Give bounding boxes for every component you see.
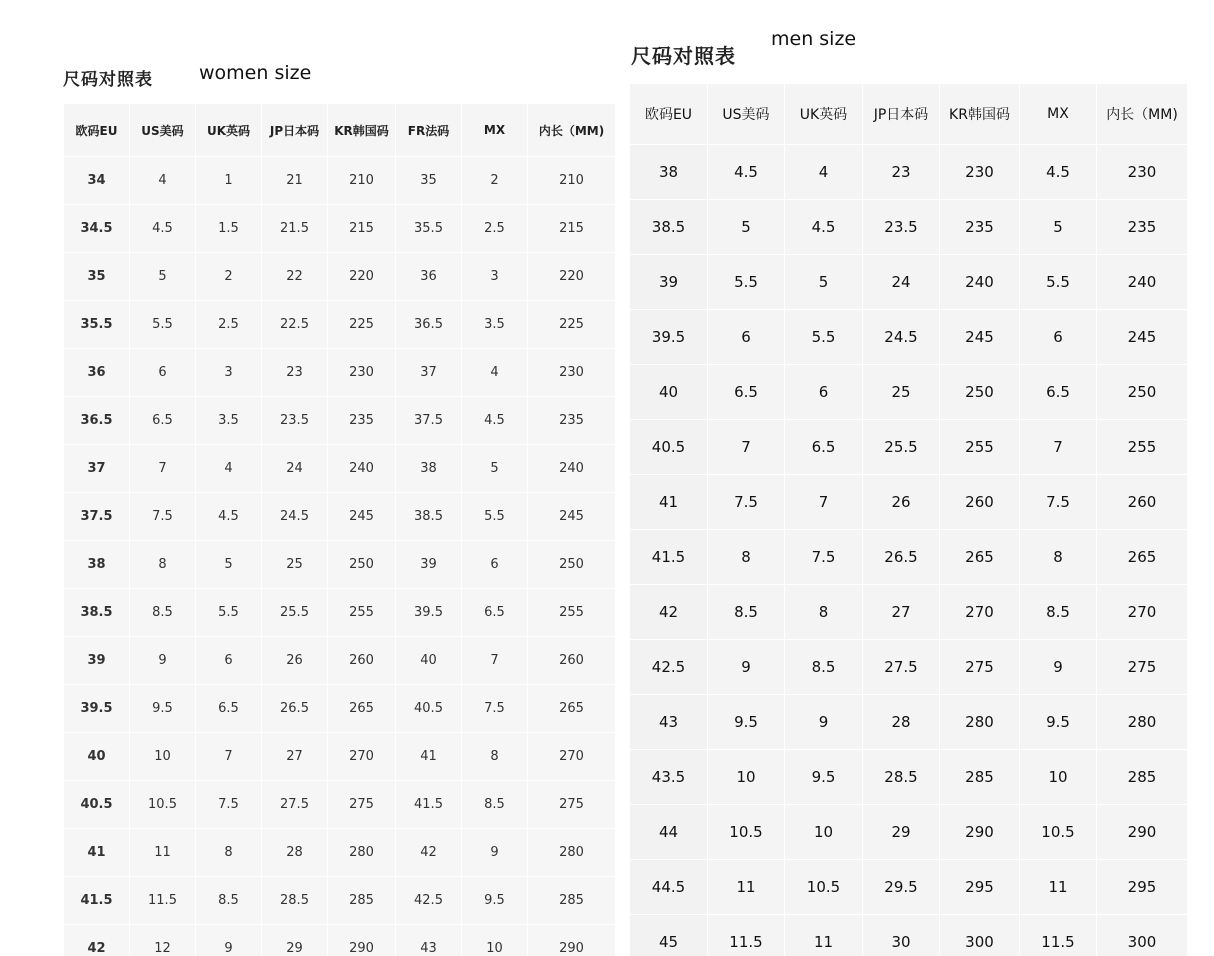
table-cell: 7: [196, 732, 262, 780]
table-cell: 245: [940, 309, 1020, 364]
table-cell: 240: [940, 254, 1020, 309]
column-header: US美码: [708, 84, 785, 144]
table-cell: 4.5: [1020, 144, 1097, 199]
table-row: [64, 828, 616, 876]
table-cell: 255: [528, 588, 616, 636]
table-cell: 10.5: [1020, 804, 1097, 859]
table-row: [64, 540, 616, 588]
table-cell: 9: [708, 639, 785, 694]
table-cell: 38: [630, 144, 708, 199]
table-cell: 26: [262, 636, 328, 684]
table-cell: 42: [630, 584, 708, 639]
table-cell: 7: [462, 636, 528, 684]
table-cell: 9: [785, 694, 863, 749]
table-cell: 245: [1097, 309, 1188, 364]
table-cell: 28: [262, 828, 328, 876]
table-cell: 29: [863, 804, 940, 859]
table-cell: 38.5: [630, 199, 708, 254]
table-cell: 25: [863, 364, 940, 419]
table-cell: 9.5: [462, 876, 528, 924]
table-cell: 7: [785, 474, 863, 529]
table-cell: 5: [1020, 199, 1097, 254]
table-cell: 270: [528, 732, 616, 780]
table-row: [630, 529, 1188, 584]
table-cell: 10: [785, 804, 863, 859]
table-cell: 280: [940, 694, 1020, 749]
table-cell: 285: [940, 749, 1020, 804]
table-cell: 6: [196, 636, 262, 684]
table-cell: 260: [940, 474, 1020, 529]
table-cell: 23: [863, 144, 940, 199]
table-cell: 26.5: [863, 529, 940, 584]
table-row: [64, 444, 616, 492]
table-cell: 7.5: [785, 529, 863, 584]
table-cell: 6.5: [708, 364, 785, 419]
table-cell: 285: [1097, 749, 1188, 804]
table-cell: 7.5: [196, 780, 262, 828]
table-cell: 42.5: [396, 876, 462, 924]
table-cell: 7: [130, 444, 196, 492]
column-header: UK英码: [785, 84, 863, 144]
table-cell: 23.5: [262, 396, 328, 444]
men-chart-title-en: men size: [771, 28, 857, 50]
table-cell: 11: [708, 859, 785, 914]
table-cell: 285: [528, 876, 616, 924]
table-row: [630, 694, 1188, 749]
table-cell: 6.5: [196, 684, 262, 732]
table-cell: 35.5: [64, 300, 130, 348]
table-cell: 265: [328, 684, 396, 732]
table-cell: 270: [1097, 584, 1188, 639]
table-cell: 280: [528, 828, 616, 876]
table-cell: 9.5: [708, 694, 785, 749]
table-cell: 4: [196, 444, 262, 492]
table-cell: 27: [863, 584, 940, 639]
table-cell: 34: [64, 156, 130, 204]
column-header: US美码: [130, 104, 196, 156]
table-cell: 6: [1020, 309, 1097, 364]
table-cell: 215: [528, 204, 616, 252]
table-cell: 290: [328, 924, 396, 956]
column-header: JP日本码: [863, 84, 940, 144]
table-cell: 225: [328, 300, 396, 348]
table-cell: 38: [64, 540, 130, 588]
table-cell: 3: [462, 252, 528, 300]
table-cell: 255: [328, 588, 396, 636]
table-cell: 10: [130, 732, 196, 780]
table-cell: 36.5: [64, 396, 130, 444]
table-cell: 245: [528, 492, 616, 540]
table-cell: 6.5: [785, 419, 863, 474]
table-row: [630, 584, 1188, 639]
table-cell: 44: [630, 804, 708, 859]
table-cell: 40.5: [64, 780, 130, 828]
table-cell: 38.5: [396, 492, 462, 540]
table-cell: 10.5: [708, 804, 785, 859]
table-cell: 42: [396, 828, 462, 876]
table-cell: 37.5: [64, 492, 130, 540]
table-row: [630, 364, 1188, 419]
table-cell: 39.5: [64, 684, 130, 732]
table-cell: 280: [1097, 694, 1188, 749]
table-cell: 27: [262, 732, 328, 780]
table-cell: 26.5: [262, 684, 328, 732]
table-cell: 44.5: [630, 859, 708, 914]
table-cell: 11: [1020, 859, 1097, 914]
table-row: [630, 144, 1188, 199]
table-cell: 29: [262, 924, 328, 956]
table-cell: 10: [1020, 749, 1097, 804]
table-cell: 7.5: [462, 684, 528, 732]
table-cell: 4: [462, 348, 528, 396]
column-header: UK英码: [196, 104, 262, 156]
table-cell: 300: [940, 914, 1020, 956]
table-cell: 265: [1097, 529, 1188, 584]
table-cell: 9: [196, 924, 262, 956]
table-cell: 265: [528, 684, 616, 732]
table-row: [64, 876, 616, 924]
table-row: [630, 749, 1188, 804]
table-cell: 36.5: [396, 300, 462, 348]
table-row: [630, 199, 1188, 254]
table-cell: 5: [130, 252, 196, 300]
table-cell: 6.5: [1020, 364, 1097, 419]
table-cell: 21: [262, 156, 328, 204]
men-chart-title-cn: 尺码对照表: [631, 44, 736, 68]
table-cell: 9.5: [1020, 694, 1097, 749]
table-cell: 275: [940, 639, 1020, 694]
table-cell: 38.5: [64, 588, 130, 636]
column-header: FR法码: [396, 104, 462, 156]
table-cell: 6.5: [462, 588, 528, 636]
table-cell: 35: [64, 252, 130, 300]
table-cell: 40: [396, 636, 462, 684]
table-cell: 4.5: [196, 492, 262, 540]
table-cell: 290: [528, 924, 616, 956]
table-cell: 8.5: [462, 780, 528, 828]
table-cell: 300: [1097, 914, 1188, 956]
table-cell: 2.5: [462, 204, 528, 252]
table-cell: 11.5: [708, 914, 785, 956]
table-row: [64, 732, 616, 780]
table-cell: 28.5: [262, 876, 328, 924]
table-cell: 5.5: [785, 309, 863, 364]
table-cell: 1: [196, 156, 262, 204]
table-cell: 37: [396, 348, 462, 396]
table-cell: 230: [1097, 144, 1188, 199]
table-cell: 24: [863, 254, 940, 309]
table-cell: 245: [328, 492, 396, 540]
table-cell: 235: [328, 396, 396, 444]
table-cell: 230: [328, 348, 396, 396]
table-cell: 6: [462, 540, 528, 588]
table-cell: 4: [130, 156, 196, 204]
table-row: [630, 804, 1188, 859]
table-cell: 9: [462, 828, 528, 876]
table-cell: 3: [196, 348, 262, 396]
column-header: 欧码EU: [64, 104, 130, 156]
table-cell: 37: [64, 444, 130, 492]
table-row: [64, 156, 616, 204]
table-cell: 290: [1097, 804, 1188, 859]
table-row: [64, 780, 616, 828]
column-header: MX: [1020, 84, 1097, 144]
table-cell: 210: [328, 156, 396, 204]
table-cell: 10: [708, 749, 785, 804]
table-row: [630, 639, 1188, 694]
table-row: [64, 348, 616, 396]
table-row: [630, 474, 1188, 529]
table-cell: 8.5: [785, 639, 863, 694]
table-cell: 10.5: [130, 780, 196, 828]
table-cell: 7.5: [130, 492, 196, 540]
table-cell: 39: [396, 540, 462, 588]
women-chart-title-en: women size: [199, 62, 312, 84]
table-cell: 10: [462, 924, 528, 956]
table-cell: 36: [396, 252, 462, 300]
table-cell: 43: [396, 924, 462, 956]
table-cell: 215: [328, 204, 396, 252]
table-cell: 40: [64, 732, 130, 780]
table-cell: 36: [64, 348, 130, 396]
table-cell: 4.5: [130, 204, 196, 252]
table-cell: 25.5: [262, 588, 328, 636]
table-cell: 25: [262, 540, 328, 588]
table-cell: 7.5: [708, 474, 785, 529]
men-size-table: [630, 84, 1188, 956]
table-cell: 40.5: [630, 419, 708, 474]
table-cell: 8.5: [196, 876, 262, 924]
table-header-row: [64, 104, 616, 156]
table-cell: 230: [528, 348, 616, 396]
table-cell: 3.5: [196, 396, 262, 444]
column-header: 内长（MM): [1097, 84, 1188, 144]
table-cell: 240: [328, 444, 396, 492]
table-cell: 250: [328, 540, 396, 588]
table-cell: 23: [262, 348, 328, 396]
table-cell: 5: [785, 254, 863, 309]
table-cell: 8: [130, 540, 196, 588]
table-cell: 5.5: [708, 254, 785, 309]
table-cell: 220: [328, 252, 396, 300]
table-row: [64, 252, 616, 300]
table-row: [64, 636, 616, 684]
table-row: [630, 914, 1188, 956]
table-cell: 235: [1097, 199, 1188, 254]
table-cell: 5.5: [130, 300, 196, 348]
table-cell: 8: [785, 584, 863, 639]
table-cell: 9: [1020, 639, 1097, 694]
table-cell: 41.5: [64, 876, 130, 924]
table-cell: 11: [785, 914, 863, 956]
table-cell: 6: [785, 364, 863, 419]
table-cell: 9: [130, 636, 196, 684]
table-cell: 4.5: [462, 396, 528, 444]
table-cell: 7.5: [1020, 474, 1097, 529]
table-cell: 43.5: [630, 749, 708, 804]
table-cell: 21.5: [262, 204, 328, 252]
table-cell: 39.5: [396, 588, 462, 636]
table-cell: 275: [328, 780, 396, 828]
table-cell: 9.5: [130, 684, 196, 732]
table-cell: 28: [863, 694, 940, 749]
table-cell: 41: [64, 828, 130, 876]
column-header: 内长（MM): [528, 104, 616, 156]
table-cell: 28.5: [863, 749, 940, 804]
table-cell: 37.5: [396, 396, 462, 444]
table-row: [630, 859, 1188, 914]
table-cell: 24.5: [863, 309, 940, 364]
table-cell: 4.5: [708, 144, 785, 199]
women-chart-title-cn: 尺码对照表: [63, 70, 153, 90]
table-cell: 11: [130, 828, 196, 876]
table-cell: 29.5: [863, 859, 940, 914]
table-cell: 260: [328, 636, 396, 684]
table-cell: 39.5: [630, 309, 708, 364]
table-cell: 22: [262, 252, 328, 300]
table-cell: 30: [863, 914, 940, 956]
table-cell: 42.5: [630, 639, 708, 694]
table-cell: 8.5: [1020, 584, 1097, 639]
table-cell: 6: [708, 309, 785, 364]
table-cell: 40: [630, 364, 708, 419]
table-cell: 24: [262, 444, 328, 492]
table-cell: 41.5: [630, 529, 708, 584]
table-cell: 41: [396, 732, 462, 780]
table-cell: 235: [528, 396, 616, 444]
table-cell: 250: [1097, 364, 1188, 419]
table-cell: 225: [528, 300, 616, 348]
table-cell: 22.5: [262, 300, 328, 348]
table-cell: 39: [64, 636, 130, 684]
table-row: [64, 396, 616, 444]
table-cell: 275: [1097, 639, 1188, 694]
table-cell: 12: [130, 924, 196, 956]
table-cell: 1.5: [196, 204, 262, 252]
table-cell: 34.5: [64, 204, 130, 252]
table-cell: 230: [940, 144, 1020, 199]
table-cell: 27.5: [262, 780, 328, 828]
table-cell: 27.5: [863, 639, 940, 694]
table-cell: 11.5: [130, 876, 196, 924]
table-cell: 270: [328, 732, 396, 780]
table-header-row: [630, 84, 1188, 144]
table-cell: 42: [64, 924, 130, 956]
table-cell: 285: [328, 876, 396, 924]
table-cell: 23.5: [863, 199, 940, 254]
table-row: [630, 254, 1188, 309]
table-cell: 295: [1097, 859, 1188, 914]
women-size-table: [64, 104, 616, 956]
table-row: [64, 204, 616, 252]
table-cell: 10.5: [785, 859, 863, 914]
table-cell: 38: [396, 444, 462, 492]
column-header: 欧码EU: [630, 84, 708, 144]
table-cell: 9.5: [785, 749, 863, 804]
table-cell: 39: [630, 254, 708, 309]
table-row: [64, 924, 616, 956]
table-row: [630, 419, 1188, 474]
table-cell: 6.5: [130, 396, 196, 444]
table-cell: 11.5: [1020, 914, 1097, 956]
table-cell: 6: [130, 348, 196, 396]
table-cell: 5.5: [462, 492, 528, 540]
table-cell: 7: [1020, 419, 1097, 474]
column-header: KR韩国码: [940, 84, 1020, 144]
table-cell: 295: [940, 859, 1020, 914]
table-cell: 255: [1097, 419, 1188, 474]
table-cell: 7: [708, 419, 785, 474]
table-cell: 35: [396, 156, 462, 204]
table-cell: 40.5: [396, 684, 462, 732]
table-cell: 265: [940, 529, 1020, 584]
table-cell: 8.5: [130, 588, 196, 636]
table-cell: 210: [528, 156, 616, 204]
table-cell: 255: [940, 419, 1020, 474]
table-cell: 8: [462, 732, 528, 780]
table-cell: 43: [630, 694, 708, 749]
table-cell: 45: [630, 914, 708, 956]
table-cell: 8: [196, 828, 262, 876]
column-header: KR韩国码: [328, 104, 396, 156]
table-cell: 280: [328, 828, 396, 876]
column-header: JP日本码: [262, 104, 328, 156]
table-cell: 5.5: [196, 588, 262, 636]
table-cell: 260: [1097, 474, 1188, 529]
table-cell: 41: [630, 474, 708, 529]
column-header: MX: [462, 104, 528, 156]
table-cell: 25.5: [863, 419, 940, 474]
table-cell: 24.5: [262, 492, 328, 540]
table-cell: 260: [528, 636, 616, 684]
table-cell: 4: [785, 144, 863, 199]
table-cell: 5: [196, 540, 262, 588]
table-cell: 2.5: [196, 300, 262, 348]
table-cell: 8: [708, 529, 785, 584]
table-cell: 240: [1097, 254, 1188, 309]
table-cell: 290: [940, 804, 1020, 859]
table-row: [630, 309, 1188, 364]
table-cell: 2: [196, 252, 262, 300]
table-row: [64, 300, 616, 348]
table-cell: 26: [863, 474, 940, 529]
table-row: [64, 588, 616, 636]
table-row: [64, 492, 616, 540]
table-cell: 5: [708, 199, 785, 254]
table-cell: 220: [528, 252, 616, 300]
table-cell: 4.5: [785, 199, 863, 254]
table-cell: 5: [462, 444, 528, 492]
table-cell: 235: [940, 199, 1020, 254]
table-cell: 5.5: [1020, 254, 1097, 309]
table-cell: 3.5: [462, 300, 528, 348]
table-cell: 250: [940, 364, 1020, 419]
table-cell: 240: [528, 444, 616, 492]
table-cell: 41.5: [396, 780, 462, 828]
table-cell: 270: [940, 584, 1020, 639]
table-cell: 35.5: [396, 204, 462, 252]
table-cell: 2: [462, 156, 528, 204]
table-cell: 8.5: [708, 584, 785, 639]
table-cell: 275: [528, 780, 616, 828]
table-cell: 8: [1020, 529, 1097, 584]
table-cell: 250: [528, 540, 616, 588]
table-row: [64, 684, 616, 732]
men-size-chart: [620, 0, 1214, 956]
